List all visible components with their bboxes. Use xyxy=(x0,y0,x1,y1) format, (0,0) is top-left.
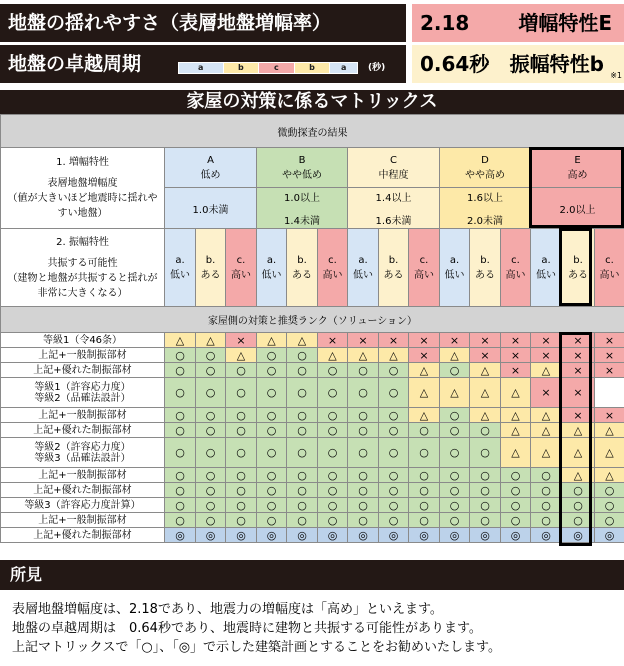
vib-cell-letter: b. xyxy=(573,254,583,266)
rank-cell: ○ xyxy=(379,498,409,513)
rank-cell: △ xyxy=(531,438,562,468)
rank-cell: ○ xyxy=(165,483,196,498)
rank-cell: ○ xyxy=(470,483,501,498)
vib-cell-letter: a. xyxy=(266,254,277,266)
rank-cell: ○ xyxy=(226,378,257,408)
rank-cell: ○ xyxy=(318,483,348,498)
rank-cell: △ xyxy=(470,363,501,378)
rank-cell: ○ xyxy=(287,513,318,528)
rank-cell: △ xyxy=(196,333,226,348)
vib-cell xyxy=(562,229,595,307)
rank-cell: ○ xyxy=(531,483,562,498)
rank-cell: ◎ xyxy=(348,528,379,543)
amp-letter: B xyxy=(298,154,306,166)
solution-row-label: 上記+優れた制振部材 xyxy=(1,528,165,543)
vib-cell xyxy=(409,229,440,307)
rank-cell: ◎ xyxy=(257,528,287,543)
vib-cell-label: ある xyxy=(292,269,312,281)
rank-cell: ○ xyxy=(196,348,226,363)
vib-cell-letter: c. xyxy=(328,254,337,266)
rank-cell: × xyxy=(562,378,595,408)
amp-range-b xyxy=(257,188,348,229)
scale-seg-a: a xyxy=(330,63,357,73)
rank-cell: ○ xyxy=(409,513,440,528)
rank-cell: △ xyxy=(595,468,624,483)
scale-seg-a: a xyxy=(179,63,224,73)
vib-cell-label: 低い xyxy=(353,269,373,281)
solution-row-label: 上記+一般制振部材 xyxy=(1,468,165,483)
vib-cell-label: ある xyxy=(568,269,588,281)
rank-cell: × xyxy=(595,348,624,363)
rank-cell: △ xyxy=(379,348,409,363)
rank-cell: ○ xyxy=(226,363,257,378)
solution-header: 家屋側の対策と推奨ランク（ソリューション） xyxy=(1,307,624,333)
vib-cell xyxy=(501,229,531,307)
amp-col-b xyxy=(257,148,348,188)
rank-cell: ○ xyxy=(348,408,379,423)
amp-range: 1.4未満 xyxy=(284,216,320,227)
rank-cell: ○ xyxy=(531,498,562,513)
vib-cell-label: 高い xyxy=(599,269,620,281)
rank-cell: × xyxy=(409,348,440,363)
rank-cell: △ xyxy=(409,408,440,423)
rank-cell: ○ xyxy=(409,468,440,483)
period-header xyxy=(0,45,624,83)
rank-cell: × xyxy=(531,348,562,363)
rank-cell: × xyxy=(501,333,531,348)
rank-cell: × xyxy=(409,333,440,348)
amp-heading: 1. 増幅特性 xyxy=(56,157,109,168)
scale-seg-b: b xyxy=(224,63,260,73)
rank-cell: ◎ xyxy=(165,528,196,543)
rank-cell: ○ xyxy=(318,438,348,468)
vib-cell-label: 低い xyxy=(170,269,190,281)
amp-name: 低め xyxy=(200,169,221,181)
rank-cell xyxy=(595,378,624,408)
rank-cell: △ xyxy=(562,468,595,483)
rank-cell: △ xyxy=(562,423,595,438)
scale-unit: (秒) xyxy=(368,63,386,73)
rank-cell: ○ xyxy=(501,468,531,483)
rank-cell: × xyxy=(562,333,595,348)
rank-cell: ○ xyxy=(470,438,501,468)
rank-cell: ○ xyxy=(165,348,196,363)
vib-cell-label: 高い xyxy=(322,269,343,281)
vib-cell-label: 低い xyxy=(444,269,465,281)
rank-cell: ◎ xyxy=(196,528,226,543)
amplification-label: 地盤の揺れやすさ（表層地盤増幅率） xyxy=(0,4,406,42)
rank-cell: △ xyxy=(470,408,501,423)
rank-cell: ○ xyxy=(287,498,318,513)
findings-line: 上記マトリックスで「○」、「◎」で示した建築計画とすることをお勧めいたします。 xyxy=(12,640,501,655)
findings-header: 所見 xyxy=(0,560,624,590)
solution-row-label: 上記+優れた制振部材 xyxy=(1,483,165,498)
rank-cell: ○ xyxy=(470,513,501,528)
vib-cell xyxy=(196,229,226,307)
rank-cell: ○ xyxy=(196,498,226,513)
amp-letter: E xyxy=(574,154,581,166)
period-label-box xyxy=(0,45,406,83)
rank-cell: ◎ xyxy=(501,528,531,543)
rank-cell: ○ xyxy=(318,408,348,423)
vib-cell-letter: a. xyxy=(358,254,368,266)
rank-cell: ○ xyxy=(348,498,379,513)
rank-cell: ○ xyxy=(501,513,531,528)
rank-cell: ○ xyxy=(287,363,318,378)
rank-cell: △ xyxy=(501,408,531,423)
rank-cell: ○ xyxy=(562,513,595,528)
vib-cell-letter: c. xyxy=(511,254,520,266)
amp-range-d xyxy=(440,188,531,229)
rank-cell: ◎ xyxy=(409,528,440,543)
solution-row-label: 上記+優れた制振部材 xyxy=(1,363,165,378)
rank-cell: × xyxy=(348,333,379,348)
rank-cell: ○ xyxy=(501,483,531,498)
rank-cell: ○ xyxy=(257,363,287,378)
rank-cell: ○ xyxy=(595,513,624,528)
rank-cell: ○ xyxy=(226,513,257,528)
rank-cell: ○ xyxy=(226,423,257,438)
period-label: 地盤の卓越周期 xyxy=(8,53,142,75)
rank-cell: ○ xyxy=(165,408,196,423)
rank-cell: ○ xyxy=(440,423,470,438)
rank-cell: × xyxy=(470,333,501,348)
vib-cell-letter: c. xyxy=(419,254,429,266)
rank-cell: ○ xyxy=(531,513,562,528)
rank-cell: × xyxy=(318,333,348,348)
rank-cell: × xyxy=(470,348,501,363)
rank-cell: ○ xyxy=(318,423,348,438)
findings-text xyxy=(12,600,501,657)
amp-description: 表層地盤増幅度 （値が大きいほど地震時に揺れやすい地盤） xyxy=(7,178,158,219)
rank-cell: ◎ xyxy=(470,528,501,543)
solution-row-label: 上記+一般制振部材 xyxy=(1,348,165,363)
rank-cell: ◎ xyxy=(379,528,409,543)
amp-name: やや高め xyxy=(465,169,505,181)
rank-cell: △ xyxy=(165,333,196,348)
rank-cell: ○ xyxy=(226,438,257,468)
rank-cell: ○ xyxy=(165,468,196,483)
amp-name: 中程度 xyxy=(378,169,409,181)
vib-cell xyxy=(440,229,470,307)
period-result xyxy=(412,45,624,83)
rank-cell: ○ xyxy=(348,468,379,483)
rank-cell: ○ xyxy=(440,408,470,423)
rank-cell: △ xyxy=(595,423,624,438)
rank-cell: △ xyxy=(531,363,562,378)
amp-desc xyxy=(1,148,165,229)
rank-cell: ○ xyxy=(257,513,287,528)
rank-cell: ○ xyxy=(501,498,531,513)
rank-cell: △ xyxy=(501,378,531,408)
vib-cell-letter: b. xyxy=(388,254,399,266)
rank-cell: △ xyxy=(440,348,470,363)
vib-cell-label: ある xyxy=(383,269,404,281)
vib-heading: 2. 振幅特性 xyxy=(56,236,109,248)
vib-cell xyxy=(226,229,257,307)
rank-cell: △ xyxy=(257,333,287,348)
rank-cell: ○ xyxy=(287,408,318,423)
rank-cell: △ xyxy=(226,348,257,363)
vib-cell xyxy=(165,229,196,307)
rank-cell: ○ xyxy=(409,498,440,513)
solution-row-label: 等級1（令46条） xyxy=(1,333,165,348)
rank-cell: ○ xyxy=(165,423,196,438)
amp-range: 1.4以上 xyxy=(375,193,412,204)
rank-cell: ○ xyxy=(226,483,257,498)
rank-cell: ○ xyxy=(440,483,470,498)
amp-range: 2.0未満 xyxy=(467,216,503,227)
vib-cell-letter: b. xyxy=(480,254,490,266)
amp-letter: A xyxy=(207,154,214,166)
rank-cell: ○ xyxy=(196,378,226,408)
rank-cell: ○ xyxy=(379,378,409,408)
rank-cell: ◎ xyxy=(226,528,257,543)
rank-cell: ○ xyxy=(257,378,287,408)
amp-range-c xyxy=(348,188,440,229)
rank-cell: ○ xyxy=(318,378,348,408)
rank-cell: × xyxy=(562,408,595,423)
rank-cell: ○ xyxy=(562,483,595,498)
rank-cell: △ xyxy=(595,438,624,468)
vib-cell-letter: a. xyxy=(175,254,185,266)
rank-cell: ○ xyxy=(196,438,226,468)
rank-cell: ○ xyxy=(226,408,257,423)
rank-cell: ○ xyxy=(470,423,501,438)
rank-cell: △ xyxy=(287,333,318,348)
rank-cell: ○ xyxy=(379,513,409,528)
period-note: ※1 xyxy=(610,71,622,80)
vib-cell-label: 低い xyxy=(261,269,282,281)
rank-cell: ○ xyxy=(470,498,501,513)
rank-cell: ○ xyxy=(440,513,470,528)
period-type: 振幅特性b xyxy=(509,52,604,76)
findings-line: 表層地盤増幅度は、2.18であり、地震力の増幅度は「高め」といえます。 xyxy=(12,602,443,617)
rank-cell: ○ xyxy=(165,363,196,378)
rank-cell: ○ xyxy=(440,468,470,483)
amp-range: 1.6未満 xyxy=(375,216,412,227)
amp-range: 1.0以上 xyxy=(284,193,320,204)
rank-cell: ○ xyxy=(348,363,379,378)
rank-cell: ◎ xyxy=(531,528,562,543)
rank-cell: ○ xyxy=(348,423,379,438)
rank-cell: ○ xyxy=(226,498,257,513)
amplification-type: 増幅特性E xyxy=(518,11,612,35)
rank-cell: ○ xyxy=(409,438,440,468)
solution-row-label: 上記+一般制振部材 xyxy=(1,408,165,423)
vib-cell-label: 低い xyxy=(536,269,556,281)
vib-cell-label: ある xyxy=(475,269,495,281)
vib-cell xyxy=(470,229,501,307)
rank-cell: ◎ xyxy=(595,528,624,543)
rank-cell: ◎ xyxy=(287,528,318,543)
vib-desc xyxy=(1,229,165,307)
solution-row-label: 上記+一般制振部材 xyxy=(1,513,165,528)
survey-header: 微動探査の結果 xyxy=(1,115,624,148)
rank-cell: × xyxy=(562,363,595,378)
rank-cell: △ xyxy=(318,348,348,363)
rank-cell: × xyxy=(501,363,531,378)
rank-cell: ◎ xyxy=(440,528,470,543)
matrix-title: 家屋の対策に係るマトリックス xyxy=(0,90,624,114)
amp-letter: C xyxy=(390,154,397,166)
rank-cell: ○ xyxy=(379,423,409,438)
rank-cell: ○ xyxy=(196,513,226,528)
rank-cell: △ xyxy=(531,423,562,438)
vib-cell-label: 高い xyxy=(414,269,434,281)
rank-cell: △ xyxy=(501,423,531,438)
amplification-value: 2.18 xyxy=(420,11,470,35)
rank-cell: ○ xyxy=(257,483,287,498)
amp-name: 高め xyxy=(567,169,588,181)
rank-cell: × xyxy=(379,333,409,348)
vib-cell-label: 高い xyxy=(231,269,251,281)
amp-range: 1.0未満 xyxy=(192,204,229,216)
rank-cell: ○ xyxy=(348,513,379,528)
rank-cell: ○ xyxy=(440,363,470,378)
rank-cell: ○ xyxy=(379,438,409,468)
period-value: 0.64秒 xyxy=(420,52,490,76)
vib-cell xyxy=(531,229,562,307)
rank-cell: ○ xyxy=(562,498,595,513)
rank-cell: ○ xyxy=(409,423,440,438)
rank-cell: ○ xyxy=(287,438,318,468)
rank-cell: × xyxy=(501,348,531,363)
solution-row-label: 等級1（許容応力度） 等級2（品確法設計） xyxy=(1,378,165,408)
rank-cell: ○ xyxy=(287,468,318,483)
vib-cell xyxy=(257,229,287,307)
rank-cell: ○ xyxy=(196,408,226,423)
rank-cell: × xyxy=(226,333,257,348)
rank-cell: ○ xyxy=(379,483,409,498)
rank-cell: ○ xyxy=(318,513,348,528)
rank-cell: × xyxy=(531,378,562,408)
matrix-table xyxy=(0,114,624,543)
rank-cell: ○ xyxy=(196,483,226,498)
amplification-result xyxy=(412,4,624,42)
rank-cell: ○ xyxy=(318,468,348,483)
vib-description: 共振する可能性 （建物と地盤が共振すると揺れが非常に大きくなる） xyxy=(7,257,158,299)
rank-cell: ○ xyxy=(165,498,196,513)
rank-cell: ○ xyxy=(409,483,440,498)
rank-cell: ○ xyxy=(287,423,318,438)
rank-cell: △ xyxy=(531,408,562,423)
scale-seg-c: c xyxy=(259,63,295,73)
rank-cell: △ xyxy=(409,363,440,378)
amp-col-a xyxy=(165,148,257,188)
rank-cell: ○ xyxy=(196,423,226,438)
rank-cell: ○ xyxy=(257,468,287,483)
solution-row-label: 等級2（許容応力度） 等級3（品確法設計） xyxy=(1,438,165,468)
rank-cell: ◎ xyxy=(318,528,348,543)
rank-cell: ○ xyxy=(165,513,196,528)
vib-cell xyxy=(318,229,348,307)
findings-line: 地盤の卓越周期は 0.64秒であり、地震時に建物と共振する可能性があります。 xyxy=(12,621,482,636)
rank-cell: △ xyxy=(470,378,501,408)
rank-cell: ○ xyxy=(379,363,409,378)
rank-cell: × xyxy=(531,333,562,348)
amp-letter: D xyxy=(481,154,489,166)
vib-cell xyxy=(595,229,624,307)
rank-cell: ○ xyxy=(440,498,470,513)
vib-cell-label: ある xyxy=(200,269,221,281)
rank-cell: × xyxy=(562,348,595,363)
rank-cell: ○ xyxy=(287,378,318,408)
amp-range: 2.0以上 xyxy=(559,204,596,216)
vib-cell-letter: a. xyxy=(541,254,551,266)
vib-cell xyxy=(287,229,318,307)
amplification-header xyxy=(0,4,624,42)
rank-cell: ○ xyxy=(379,468,409,483)
vib-cell-letter: a. xyxy=(449,254,460,266)
rank-cell: ○ xyxy=(348,378,379,408)
rank-cell: ○ xyxy=(531,468,562,483)
rank-cell: ○ xyxy=(257,438,287,468)
amp-name: やや低め xyxy=(282,169,322,181)
rank-cell: ○ xyxy=(196,363,226,378)
rank-cell: ○ xyxy=(348,438,379,468)
solution-row-label: 上記+優れた制振部材 xyxy=(1,423,165,438)
amp-range-a xyxy=(165,188,257,229)
rank-cell: × xyxy=(595,408,624,423)
vib-cell xyxy=(348,229,379,307)
rank-cell: ◎ xyxy=(562,528,595,543)
rank-cell: ○ xyxy=(379,408,409,423)
amp-col-e xyxy=(531,148,624,188)
vib-cell-letter: c. xyxy=(236,254,246,266)
rank-cell: ○ xyxy=(165,438,196,468)
rank-cell: ○ xyxy=(318,363,348,378)
scale-seg-b: b xyxy=(295,63,331,73)
rank-cell: ○ xyxy=(287,483,318,498)
rank-cell: △ xyxy=(409,378,440,408)
vib-cell xyxy=(379,229,409,307)
rank-cell: × xyxy=(440,333,470,348)
rank-cell: ○ xyxy=(287,348,318,363)
rank-cell: ○ xyxy=(165,378,196,408)
rank-cell: △ xyxy=(562,438,595,468)
amp-range: 1.6以上 xyxy=(467,193,503,204)
rank-cell: ○ xyxy=(348,483,379,498)
rank-cell: ○ xyxy=(257,498,287,513)
amp-range-e xyxy=(531,188,624,229)
vib-cell-label: 高い xyxy=(505,269,526,281)
vib-cell-letter: b. xyxy=(297,254,307,266)
rank-cell: ○ xyxy=(470,468,501,483)
rank-cell: ○ xyxy=(257,408,287,423)
rank-cell: △ xyxy=(440,378,470,408)
rank-cell: ○ xyxy=(440,438,470,468)
rank-cell: × xyxy=(595,333,624,348)
rank-cell: ○ xyxy=(318,498,348,513)
amp-col-c xyxy=(348,148,440,188)
vib-cell-letter: b. xyxy=(205,254,216,266)
rank-cell: ○ xyxy=(226,468,257,483)
period-scale xyxy=(178,49,386,79)
rank-cell: ○ xyxy=(196,468,226,483)
amp-col-d xyxy=(440,148,531,188)
rank-cell: ○ xyxy=(257,423,287,438)
rank-cell: × xyxy=(595,363,624,378)
solution-row-label: 等級3（許容応力度計算） xyxy=(1,498,165,513)
rank-cell: △ xyxy=(348,348,379,363)
rank-cell: ○ xyxy=(257,348,287,363)
vib-cell-letter: c. xyxy=(605,254,614,266)
rank-cell: △ xyxy=(501,438,531,468)
rank-cell: ○ xyxy=(595,483,624,498)
rank-cell: ○ xyxy=(595,498,624,513)
